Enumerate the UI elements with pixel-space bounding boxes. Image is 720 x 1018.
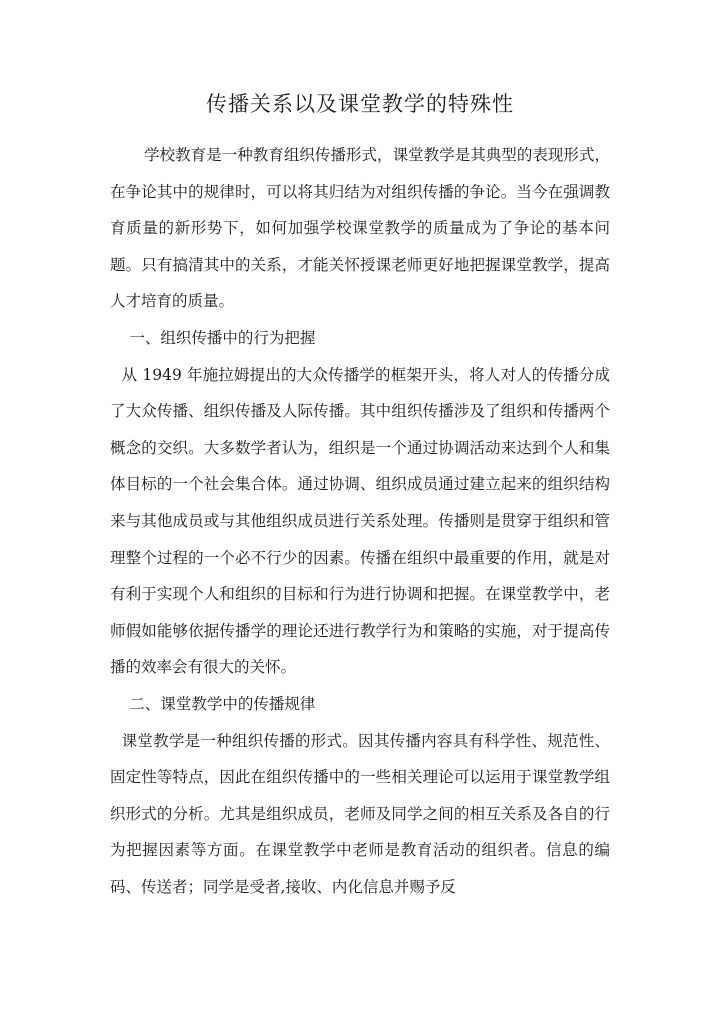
section-2-paragraph: 课堂教学是一种组织传播的形式。因其传播内容具有科学性、规范性、固定性等特点，因此在组织传播中的一些相关理论可以运用于课堂教学组织形式的分析。尤其是组织成员，老师及同学之间的相互关系及各自的行为把握因素等方面。在课堂教学中老师是教育活动的组织者。信息的编码、传送者；同学是受者,接收、内化信息并赐予反 bbox=[110, 731, 610, 896]
document-body bbox=[110, 137, 610, 905]
section-1-paragraph: 从 1949 年施拉姆提出的大众传播学的框架开头，将人对人的传播分成了大众传播、组织传播及人际传播。其中组织传播涉及了组织和传播两个概念的交织。大多数学者认为，组织是一个通过协调活动来达到个人和集体目标的一个社会集合体。通过协调、组织成员通过建立起来的组织结构来与其他成员或与其他组织成员进行关系处理。传播则是贯穿于组织和管理整个过程的一个必不行少的因素。传播在组织中最重要的作用，就是对有利于实现个人和组织的目标和行为进行协调和把握。在课堂教学中，老师假如能够依据传播学的理论还进行教学行为和策略的实施，对于提高传播的效率会有很大的关怀。 bbox=[110, 365, 610, 677]
intro-paragraph: 学校教育是一种教育组织传播形式，课堂教学是其典型的表现形式，在争论其中的规律时，可以将其归结为对组织传播的争论。当今在强调教育质量的新形势下，如何加强学校课堂教学的质量成为了争论的基本问题。只有搞清其中的关系，才能关怀授课老师更好地把握课堂教学，提高人才培育的质量。 bbox=[110, 146, 610, 311]
document-title: 传播关系以及课堂教学的特殊性 bbox=[206, 92, 514, 116]
section-heading-1: 一、组织传播中的行为把握 bbox=[129, 328, 316, 347]
section-heading-2: 二、课堂教学中的传播规律 bbox=[129, 694, 316, 713]
